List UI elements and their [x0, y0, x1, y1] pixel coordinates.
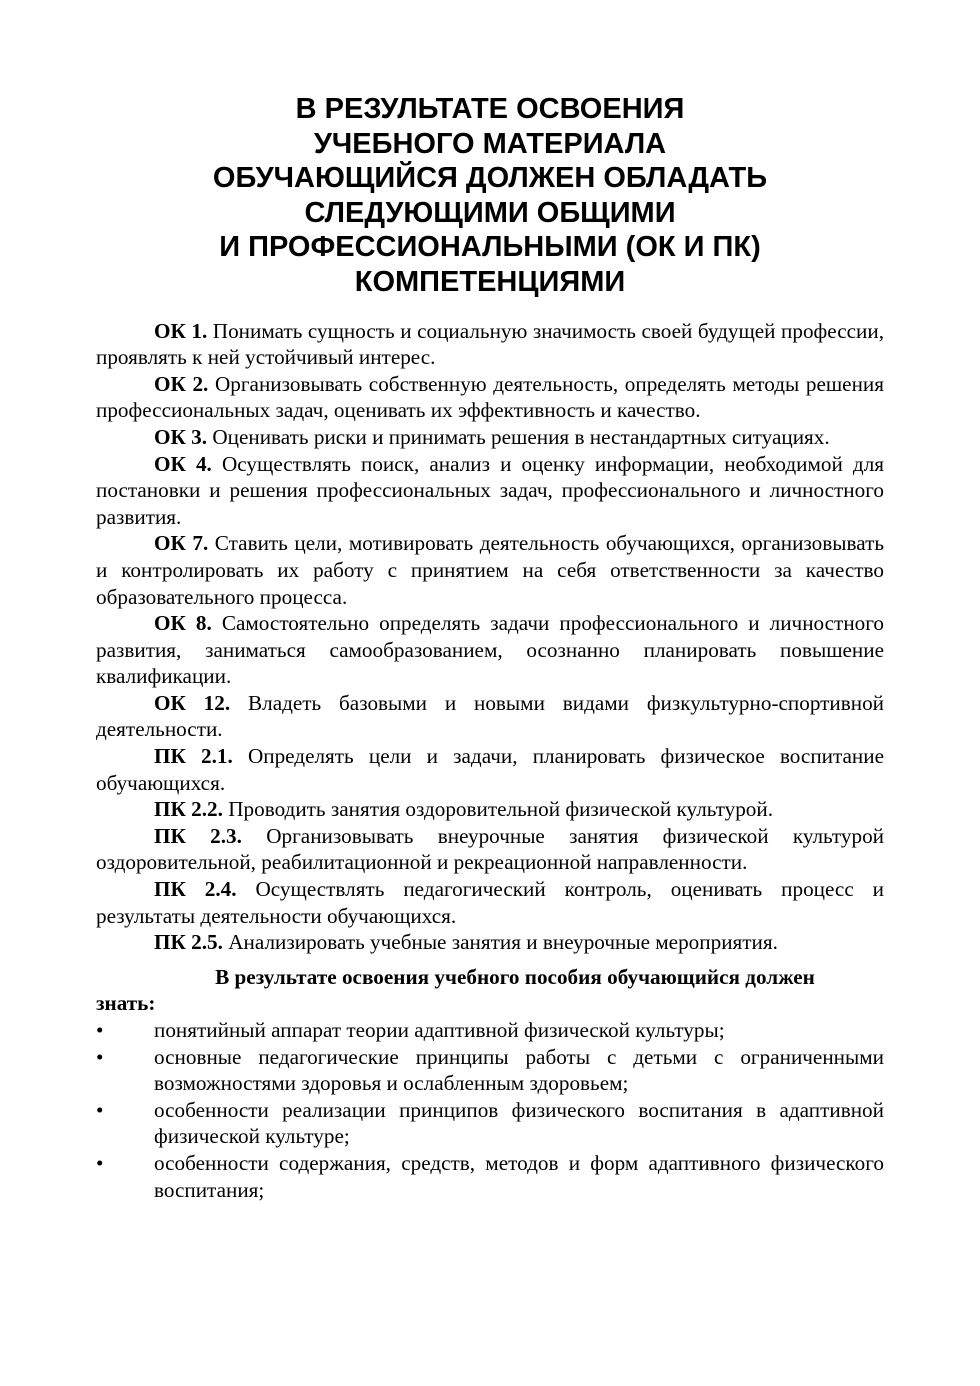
- competency-text: Осуществлять педагогический контроль, оценивать процесс и результаты деятельности обучающихся.: [96, 877, 885, 928]
- competency-text: Анализировать учебные занятия и внеурочные мероприятия.: [228, 930, 778, 955]
- competency-code: ПК 2.2.: [154, 797, 223, 822]
- list-item-text: особенности реализации принципов физического воспитания в адаптивной физической культуре;: [154, 1097, 884, 1149]
- list-item-text: особенности содержания, средств, методов и форм адаптивного физического воспитания;: [154, 1150, 884, 1202]
- learning-heading-line: В результате освоения учебного пособия обучающийся должен: [215, 964, 815, 989]
- bullet-icon: •: [96, 1097, 104, 1122]
- competency-code: ОК 4.: [154, 451, 212, 476]
- title-line: СЛЕДУЮЩИМИ ОБЩИМИ: [304, 196, 676, 229]
- title-line: КОМПЕТЕНЦИЯМИ: [354, 265, 626, 298]
- competency-text: Понимать сущность и социальную значимость своей будущей профессии, проявлять к ней устойчивый интерес.: [96, 318, 884, 370]
- bullet-icon: •: [96, 1018, 104, 1042]
- competency-code: ПК 2.4.: [154, 877, 237, 902]
- competency-code: ОК 1.: [154, 318, 208, 343]
- title-line: ОБУЧАЮЩИЙСЯ ДОЛЖЕН ОБЛАДАТЬ: [212, 162, 768, 195]
- knowledge-list: [96, 1017, 884, 1203]
- learning-heading-know: знать:: [96, 991, 156, 1016]
- competency-item: [96, 451, 884, 531]
- competency-code: ОК 3.: [154, 424, 208, 449]
- competency-text: Самостоятельно определять задачи профессионального и личностного развития, заниматься самообразованием, осознанно планировать повышение квалификации.: [96, 611, 885, 689]
- competency-code: ОК 7.: [154, 531, 209, 556]
- competency-item: [96, 610, 884, 690]
- competency-item: [96, 690, 884, 743]
- competency-text: Проводить занятия оздоровительной физической культурой.: [228, 797, 774, 822]
- competency-code: ПК 2.3.: [154, 823, 242, 848]
- competency-text: Организовывать собственную деятельность, определять методы решения профессиональных задач, оценивать их эффективность и качество.: [96, 371, 884, 423]
- competency-item: [96, 823, 884, 876]
- competency-text: Владеть базовыми и новыми видами физкультурно-спортивной деятельности.: [96, 690, 885, 742]
- list-item: [96, 1097, 884, 1150]
- competency-code: ОК 2.: [154, 371, 209, 396]
- page-title: [96, 92, 884, 300]
- bullet-icon: •: [96, 1044, 104, 1069]
- learning-outcomes-heading: [96, 964, 884, 1017]
- title-line: В РЕЗУЛЬТАТЕ ОСВОЕНИЯ: [295, 93, 685, 125]
- competency-item: [96, 929, 884, 956]
- list-item: [96, 1150, 884, 1203]
- competency-item: [96, 371, 884, 424]
- title-line: И ПРОФЕССИОНАЛЬНЫМИ (ОК И ПК): [219, 231, 761, 264]
- competency-item: [96, 318, 884, 371]
- competency-text: Осуществлять поиск, анализ и оценку информации, необходимой для постановки и решения профессиональных задач, профессионального и личностного развития.: [96, 451, 885, 529]
- list-item: [96, 1044, 884, 1097]
- competency-item: [96, 530, 884, 610]
- competency-code: ОК 8.: [154, 611, 212, 636]
- title-line: УЧЕБНОГО МАТЕРИАЛА: [313, 127, 667, 160]
- competency-code: ПК 2.1.: [154, 744, 233, 769]
- competency-text: Организовывать внеурочные занятия физической культурой оздоровительной, реабилитационной и рекреационной направленности.: [96, 823, 885, 875]
- competency-list: [96, 318, 884, 956]
- competency-text: Оценивать риски и принимать решения в нестандартных ситуациях.: [212, 424, 830, 449]
- competency-code: ПК 2.5.: [154, 930, 223, 955]
- competency-item: [96, 424, 884, 451]
- competency-code: ОК 12.: [154, 690, 231, 715]
- list-item-text: основные педагогические принципы работы с детьми с ограниченными возможностями здоровья и ослабленным здоровьем;: [154, 1044, 884, 1096]
- competency-text: Ставить цели, мотивировать деятельность обучающихся, организовывать и контролировать их работу с принятием на себя ответственности за качество образовательного процесса.: [96, 531, 885, 609]
- competency-text: Определять цели и задачи, планировать физическое воспитание обучающихся.: [96, 744, 885, 795]
- competency-item: [96, 796, 884, 823]
- competency-item: [96, 876, 884, 929]
- bullet-icon: •: [96, 1150, 104, 1175]
- list-item-text: понятийный аппарат теории адаптивной физической культуры;: [154, 1018, 725, 1042]
- list-item: [96, 1017, 884, 1044]
- competency-item: [96, 743, 884, 796]
